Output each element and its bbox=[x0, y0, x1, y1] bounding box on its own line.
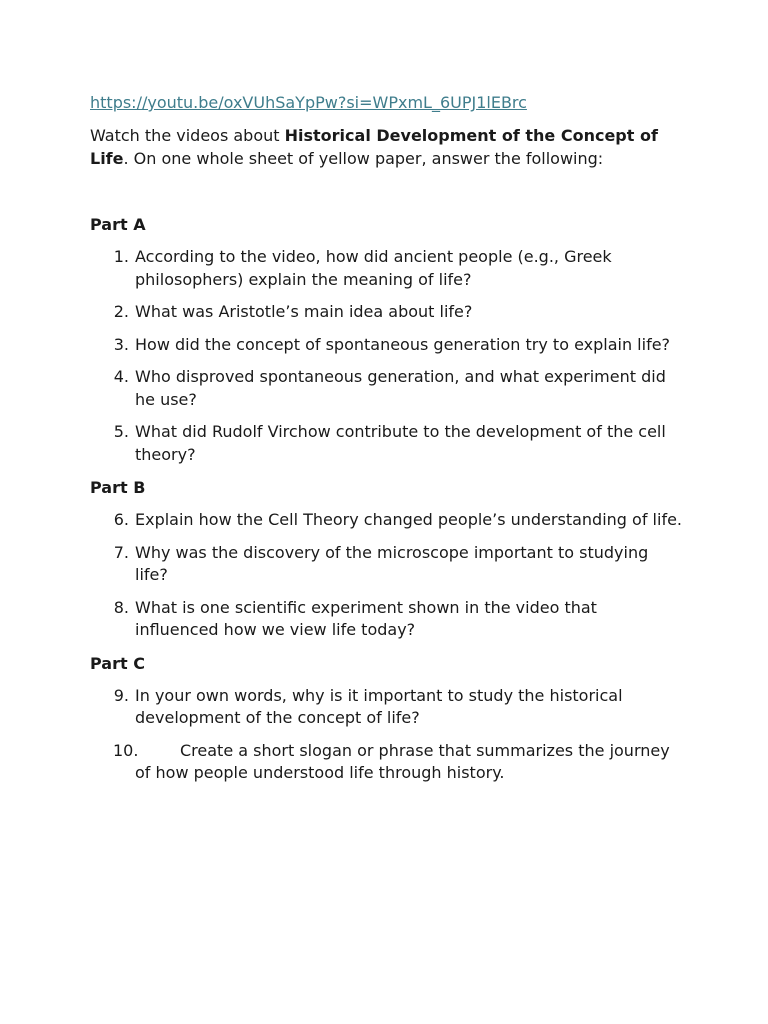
question-item bbox=[90, 334, 685, 357]
part-b-heading: Part B bbox=[90, 478, 146, 497]
part-a-heading: Part A bbox=[90, 215, 146, 234]
video-link[interactable]: https://youtu.be/oxVUhSaYpPw?si=WPxmL_6UPJ1lEBrc bbox=[90, 93, 527, 112]
question-item bbox=[90, 301, 685, 324]
part-b-questions bbox=[90, 509, 690, 642]
question-number: 5. bbox=[113, 422, 129, 441]
question-item bbox=[90, 421, 685, 466]
question-text: What is one scientific experiment shown in the video that influenced how we view life today? bbox=[135, 597, 597, 639]
question-text: What did Rudolf Virchow contribute to the development of the cell theory? bbox=[135, 422, 666, 464]
question-text: Create a short slogan or phrase that summarizes the journey of how people understood life through history. bbox=[135, 740, 670, 782]
question-text: Why was the discovery of the microscope important to studying life? bbox=[135, 542, 649, 584]
instructions bbox=[90, 124, 680, 170]
part-c-heading: Part C bbox=[90, 653, 145, 673]
question-number: 3. bbox=[113, 334, 129, 354]
question-number: 10. bbox=[113, 740, 139, 760]
part-a-questions bbox=[90, 246, 690, 466]
worksheet bbox=[90, 90, 690, 785]
question-number: 8. bbox=[113, 597, 129, 617]
question-item bbox=[90, 597, 685, 642]
question-item bbox=[90, 246, 685, 291]
question-number: 2. bbox=[113, 302, 129, 321]
question-text: How did the concept of spontaneous generation try to explain life? bbox=[135, 334, 671, 354]
question-number: 7. bbox=[113, 542, 129, 562]
question-text: In your own words, why is it important to study the historical development of the concept of life? bbox=[135, 685, 623, 727]
question-text: What was Aristotle’s main idea about life? bbox=[135, 302, 473, 321]
topic-title: Historical Development of the Concept of Life bbox=[90, 126, 658, 168]
question-item bbox=[90, 509, 685, 532]
part-c-questions bbox=[90, 685, 690, 785]
question-text: Who disproved spontaneous generation, and what experiment did he use? bbox=[135, 367, 666, 409]
question-number: 6. bbox=[113, 510, 129, 529]
question-item bbox=[90, 542, 685, 587]
question-number: 9. bbox=[113, 685, 129, 705]
question-item bbox=[90, 366, 685, 411]
question-number: 1. bbox=[113, 247, 129, 266]
question-item bbox=[90, 740, 685, 785]
question-text: According to the video, how did ancient people (e.g., Greek philosophers) explain the meaning of life? bbox=[135, 247, 612, 289]
instructions-lead: Watch the videos about bbox=[90, 126, 285, 145]
instructions-tail: . On one whole sheet of yellow paper, answer the following: bbox=[123, 149, 604, 168]
question-item bbox=[90, 685, 685, 730]
question-number: 4. bbox=[113, 367, 129, 386]
question-text: Explain how the Cell Theory changed people’s understanding of life. bbox=[135, 510, 682, 529]
